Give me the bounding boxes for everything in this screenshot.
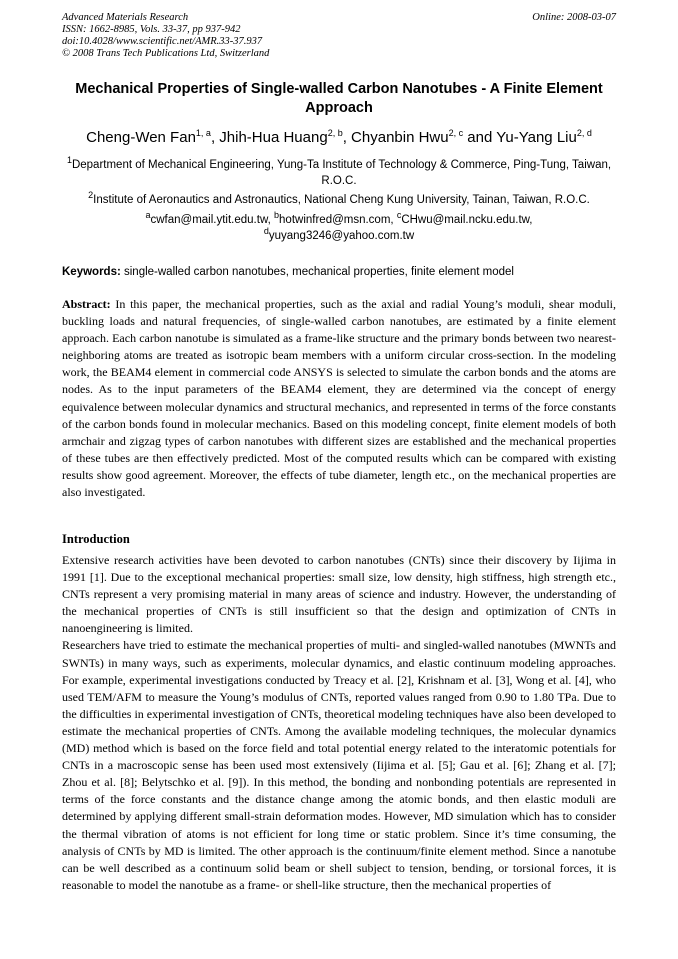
introduction-body — [62, 552, 616, 894]
affiliation-text: Department of Mechanical Engineering, Yung-Ta Institute of Technology & Commerce, Ping-Tung, Taiwan, R.O.C. — [71, 159, 612, 187]
journal-name: Advanced Materials Research — [62, 12, 189, 23]
paper-title: Mechanical Properties of Single-walled Carbon Nanotubes - A Finite Element Approach — [75, 81, 603, 116]
affiliation-number: 2 — [88, 190, 94, 201]
keywords — [62, 264, 616, 280]
affiliation-number: 1 — [66, 155, 72, 166]
author-name: Yu-Yang Liu — [496, 129, 577, 146]
affiliation-2 — [62, 192, 616, 208]
email-link[interactable]: hotwinfred@msn.com, — [279, 214, 397, 226]
email-marker: b — [274, 210, 280, 221]
online-date: Online: 2008-03-07 — [532, 12, 616, 23]
abstract-text: In this paper, the mechanical properties, such as the axial and radial Young’s moduli, shear moduli, buckling loads and natural frequencies, of single-walled carbon nanotubes, are estimated by a finite element approach. Each carbon nanotube is simulated as a frame-like structure and the primary bonds between two nearest-neighboring atoms are treated as isotropic beam members with a uniform circular cross-section. In the modeling work, the BEAM4 element in commercial code ANSYS is selected to simulate the carbon bonds and the atoms are nodes. As to the input parameters of the BEAM4 element, they are determined via the concept of energy equivalence between molecular dynamics and structural mechanics, and represented in terms of the force constants of the carbon bonds found in molecular mechanics. Based on this modeling concept, finite element models of both armchair and zigzag types of carbon nanotubes with different sizes are established and the mechanical properties of these tubes are then effectively predicted. Most of the computed results which can be compared with existing results show good agreement. Moreover, the effects of tube diameter, length etc., on the mechanical properties are also investigated. — [62, 297, 616, 500]
doi-line: doi:10.4028/www.scientific.net/AMR.33-37.937 — [62, 36, 263, 47]
author-name: Cheng-Wen Fan — [86, 129, 196, 146]
email-marker: d — [263, 226, 269, 237]
author-name: Jhih-Hua Huang — [219, 129, 328, 146]
keywords-label: Keywords: — [62, 266, 121, 278]
affiliation-text: Institute of Aeronautics and Astronautics, National Cheng Kung University, Tainan, Taiwan, R.O.C. — [93, 194, 590, 206]
email-marker: a — [145, 210, 151, 221]
author-sup: 2, b — [327, 128, 343, 138]
paragraph: Researchers have tried to estimate the mechanical properties of multi- and singled-walled nanotubes (MWNTs and SWNTs) in many ways, such as experiments, molecular dynamics, and elastic continuum modeling approaches. For example, experimental investigations conducted by Treacy et al. [2], Krishnam et al. [3], Wong et al. [4], who used TEM/AFM to measure the Young’s modulus of CNTs, reported values ranged from 0.90 to 1.80 TPa. Due to the difficulties in experimental investigation of CNTs, theoretical modeling techniques have also been developed to estimate the mechanical properties of CNTs. Among the available modeling techniques, the molecular dynamics (MD) method which is based on the force field and total potential energy related to the interatomic potentials for CNTs in a macroscopic sense has been used most extensively (Iijima et al. [5]; Gau et al. [6]; Zhang et al. [7]; Zhou et al. [8]; Belytschko et al. [9]). In this method, the bonding and nonbonding potentials are represented in terms of the force constants and the distance change among the atomic bonds, and then elastic moduli are determined by applying different small-strain deformation modes. However, MD simulation which has to consider the thermal vibration of atoms is not efficient for long time or static problem. Since it’s time consuming, the analysis of CNTs by MD is limited. The other approach is the continuum/finite element method. Since a nanotube can be well described as a continuum solid beam or shell subject to tension, bending, or torsional forces, it is reasonable to model the nanotube as a frame- or shell-like structure, then the mechanical properties of — [62, 638, 616, 892]
paragraph: Extensive research activities have been devoted to carbon nanotubes (CNTs) since their discovery by Iijima in 1991 [1]. Due to the exceptional mechanical properties: small size, low density, high stiffness, high strength etc., CNTs represent a very promising material in many areas of science and industry. However, the understanding of the mechanical properties of CNTs is still insufficient so that the design and optimization of CNTs in nanoengineering is limited. — [62, 553, 616, 636]
author-list — [62, 128, 616, 147]
email-marker: c — [396, 210, 402, 221]
author-sup: 2, c — [448, 128, 464, 138]
email-link[interactable]: CHwu@mail.ncku.edu.tw, — [401, 214, 533, 226]
introduction-heading: Introduction — [62, 532, 130, 546]
author-sup: 2, d — [576, 128, 592, 138]
keywords-text: single-walled carbon nanotubes, mechanical properties, finite element model — [120, 266, 514, 278]
author-separator: , — [342, 129, 352, 146]
journal-header — [62, 12, 616, 60]
issn-line: ISSN: 1662-8985, Vols. 33-37, pp 937-942 — [62, 24, 241, 35]
abstract — [62, 296, 616, 501]
affiliation-1 — [62, 157, 616, 189]
email-link[interactable]: cwfan@mail.ytit.edu.tw, — [150, 214, 275, 226]
copyright-line: © 2008 Trans Tech Publications Ltd, Switzerland — [62, 48, 270, 59]
author-sup: 1, a — [195, 128, 211, 138]
author-separator: and — [463, 129, 497, 146]
abstract-label: Abstract: — [62, 297, 111, 311]
author-emails — [62, 212, 616, 244]
email-link[interactable]: yuyang3246@yahoo.com.tw — [268, 230, 415, 242]
author-separator: , — [210, 129, 220, 146]
author-name: Chyanbin Hwu — [351, 129, 449, 146]
